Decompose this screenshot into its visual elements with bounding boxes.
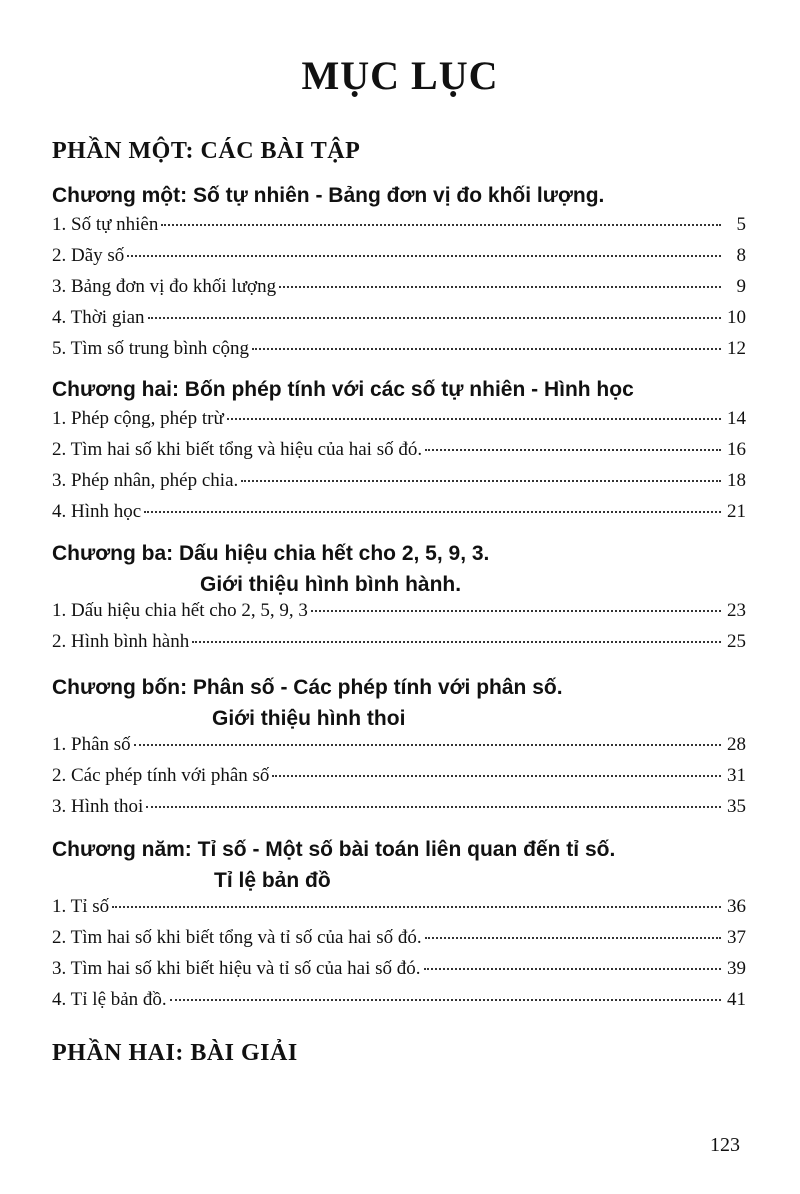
- toc-entry[interactable]: [52, 765, 746, 795]
- entry-label: 1. Phép cộng, phép trừ: [52, 408, 224, 429]
- entry-page: 41: [727, 989, 746, 1010]
- entry-label: 2. Hình bình hành: [52, 631, 190, 652]
- entry-label: 4. Thời gian: [52, 307, 145, 328]
- entry-label: 2. Các phép tính với phân số: [52, 765, 270, 786]
- dot-leader: [272, 774, 721, 777]
- entry-page: 14: [727, 408, 746, 429]
- entry-page: 21: [727, 501, 746, 522]
- dot-leader: [424, 967, 721, 970]
- chapter-heading: [52, 374, 752, 405]
- toc-entry[interactable]: [52, 276, 746, 306]
- entry-page: 28: [727, 734, 746, 755]
- toc-entry[interactable]: [52, 470, 746, 500]
- dot-leader: [279, 285, 721, 288]
- toc-entry[interactable]: [52, 501, 746, 531]
- dot-leader: [134, 743, 721, 746]
- entry-label: 1. Phân số: [52, 734, 131, 755]
- entry-label: 5. Tìm số trung bình cộng: [52, 338, 250, 359]
- chapter-title: Chương ba: Dấu hiệu chia hết cho 2, 5, 9, 3.: [52, 542, 490, 565]
- part-two-heading: PHẦN HAI: BÀI GIẢI: [52, 1040, 298, 1066]
- chapter-subtitle: Giới thiệu hình bình hành.: [200, 573, 462, 596]
- chapter-heading: [52, 538, 752, 600]
- entry-label: 1. Tỉ số: [52, 896, 110, 917]
- chapter-heading: [52, 180, 752, 211]
- entry-page: 31: [727, 765, 746, 786]
- dot-leader: [252, 347, 721, 350]
- chapter-subtitle: Giới thiệu hình thoi: [212, 707, 406, 730]
- entry-label: 2. Tìm hai số khi biết tổng và tỉ số của hai số đó.: [52, 927, 422, 948]
- toc-entry[interactable]: [52, 796, 746, 826]
- entry-label: 4. Hình học: [52, 501, 142, 522]
- entry-label: 1. Dấu hiệu chia hết cho 2, 5, 9, 3: [52, 600, 308, 621]
- entry-page: 35: [727, 796, 746, 817]
- toc-entry[interactable]: [52, 927, 746, 957]
- dot-leader: [112, 905, 721, 908]
- toc-entry[interactable]: [52, 408, 746, 438]
- entry-label: 1. Số tự nhiên: [52, 214, 159, 235]
- dot-leader: [161, 223, 721, 226]
- entry-page: 10: [727, 307, 746, 328]
- entry-page: 18: [727, 470, 746, 491]
- chapter-title: Chương hai: Bốn phép tính với các số tự nhiên - Hình học: [52, 378, 634, 401]
- page-title: MỤC LỤC: [301, 53, 499, 98]
- entry-page: 12: [727, 338, 746, 359]
- toc-entry[interactable]: [52, 989, 746, 1019]
- chapter-title: Chương năm: Tỉ số - Một số bài toán liên quan đến tỉ số.: [52, 838, 616, 861]
- chapter-subtitle: Tỉ lệ bản đồ: [214, 869, 331, 892]
- entry-label: 4. Tỉ lệ bản đồ.: [52, 989, 167, 1010]
- entry-page: 8: [736, 245, 746, 266]
- toc-entry[interactable]: [52, 307, 746, 337]
- dot-leader: [144, 510, 721, 513]
- dot-leader: [146, 805, 721, 808]
- toc-entry[interactable]: [52, 214, 746, 244]
- entry-page: 37: [727, 927, 746, 948]
- toc-entry[interactable]: [52, 734, 746, 764]
- entry-page: 5: [736, 214, 746, 235]
- entry-label: 2. Dãy số: [52, 245, 125, 266]
- entry-label: 3. Phép nhân, phép chia.: [52, 470, 239, 491]
- entry-label: 3. Bảng đơn vị đo khối lượng: [52, 276, 277, 297]
- chapter-title: Chương bốn: Phân số - Các phép tính với phân số.: [52, 676, 563, 699]
- entry-label: 2. Tìm hai số khi biết tổng và hiệu của hai số đó.: [52, 439, 423, 460]
- dot-leader: [170, 998, 721, 1001]
- entry-page: 39: [727, 958, 746, 979]
- toc-entry[interactable]: [52, 600, 746, 630]
- entry-page: 16: [727, 439, 746, 460]
- dot-leader: [311, 609, 721, 612]
- dot-leader: [425, 448, 721, 451]
- dot-leader: [241, 479, 721, 482]
- toc-entry[interactable]: [52, 439, 746, 469]
- entry-label: 3. Tìm hai số khi biết hiệu và tỉ số của hai số đó.: [52, 958, 421, 979]
- toc-entry[interactable]: [52, 245, 746, 275]
- dot-leader: [425, 936, 721, 939]
- toc-entry[interactable]: [52, 896, 746, 926]
- chapter-heading: [52, 672, 752, 734]
- entry-page: 23: [727, 600, 746, 621]
- dot-leader: [192, 640, 721, 643]
- toc-entry[interactable]: [52, 631, 746, 661]
- entry-page: 36: [727, 896, 746, 917]
- dot-leader: [148, 316, 721, 319]
- entry-label: 3. Hình thoi: [52, 796, 144, 817]
- entry-page: 9: [736, 276, 746, 297]
- chapter-heading: [52, 834, 752, 896]
- dot-leader: [227, 417, 721, 420]
- chapter-title: Chương một: Số tự nhiên - Bảng đơn vị đo khối lượng.: [52, 184, 605, 207]
- part-one-heading: PHẦN MỘT: CÁC BÀI TẬP: [52, 138, 361, 164]
- toc-entry[interactable]: [52, 958, 746, 988]
- page-number: 123: [710, 1134, 740, 1156]
- dot-leader: [127, 254, 721, 257]
- entry-page: 25: [727, 631, 746, 652]
- toc-entry[interactable]: [52, 338, 746, 368]
